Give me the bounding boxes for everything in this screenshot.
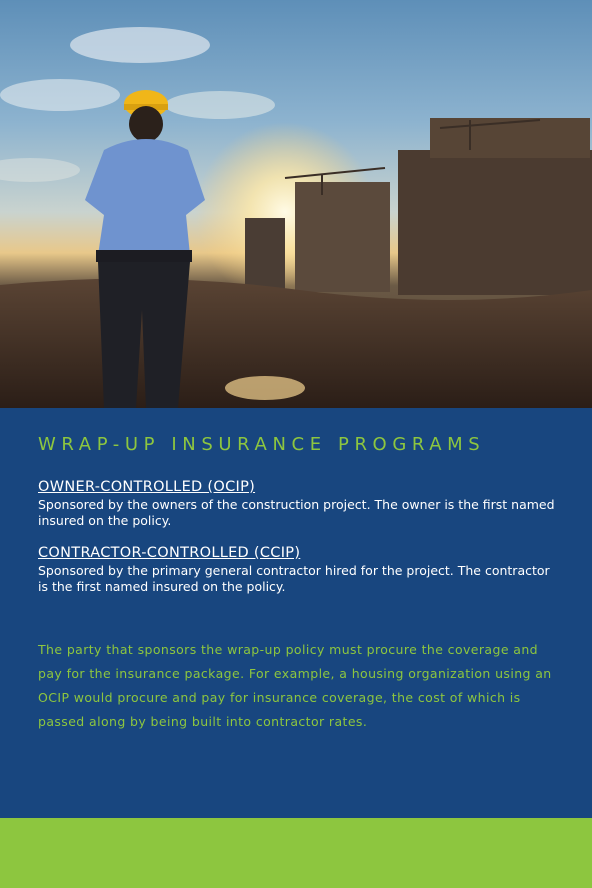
hero-image — [0, 0, 592, 408]
ccip-heading: CONTRACTOR-CONTROLLED (CCIP) — [38, 545, 301, 561]
page-title: WRAP-UP INSURANCE PROGRAMS — [38, 434, 486, 455]
ocip-heading: OWNER-CONTROLLED (OCIP) — [38, 479, 256, 495]
ccip-description: Sponsored by the primary general contractor hired for the project. The contractor is the first named insured on the policy. — [38, 563, 550, 594]
construction-site-illustration — [0, 0, 592, 408]
content-panel — [0, 408, 592, 818]
sponsor-paragraph: The party that sponsors the wrap-up policy must procure the coverage and pay for the insurance package. For example, a housing organization using an OCIP would procure and pay for insurance coverage, the cost of which is passed along by being built into contractor rates. — [38, 642, 552, 729]
footer-band — [0, 818, 592, 888]
ocip-description: Sponsored by the owners of the construction project. The owner is the first named insured on the policy. — [38, 497, 555, 528]
